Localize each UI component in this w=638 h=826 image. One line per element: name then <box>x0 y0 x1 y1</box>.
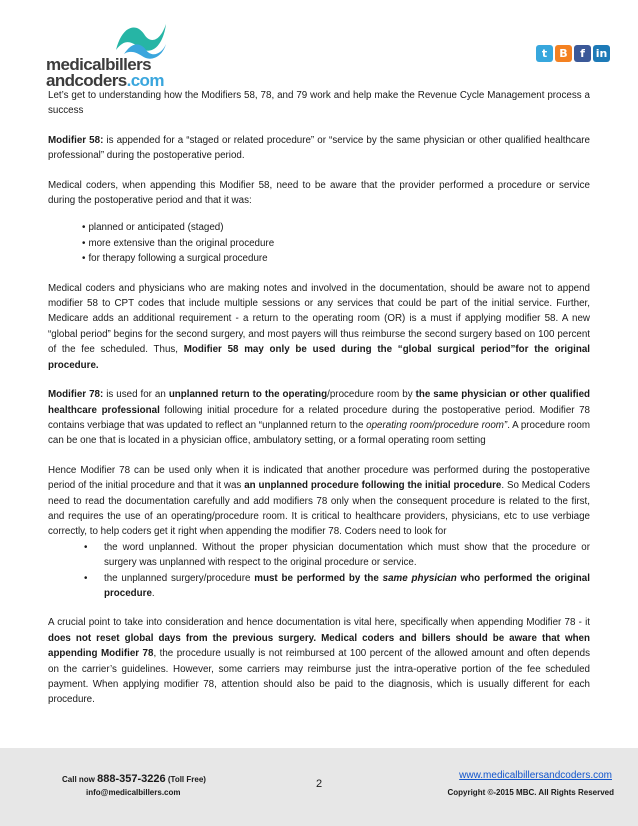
twitter-icon[interactable]: t <box>536 45 553 62</box>
intro-paragraph: Let’s get to understanding how the Modifiers 58, 78, and 79 work and help make the Revenue Cycle Management process a success <box>48 90 590 117</box>
logo-text-line2: andcoders.com <box>46 71 164 90</box>
modifier-78-bullets <box>48 540 590 602</box>
footer-phone: Call now 888-357-3226 (Toll Free) <box>62 773 206 785</box>
modifier-58-appending: Medical coders, when appending this Modifier 58, need to be aware that the provider performed a procedure or service during the postoperative period and that it was: <box>48 179 590 207</box>
footer-website-link[interactable]: www.medicalbillersandcoders.com <box>459 770 612 781</box>
list-item: • for therapy following a surgical procedure <box>82 251 590 266</box>
modifier-58-definition: Modifier 58: is appended for a “staged or related procedure” or “service by the same physician or other qualified healthcare professional” during the postoperative period. <box>48 134 590 162</box>
linkedin-icon[interactable]: in <box>593 45 610 62</box>
blogger-icon[interactable]: B <box>555 45 572 62</box>
modifier-58-bullets <box>48 220 590 266</box>
list-item: • the unplanned surgery/procedure must be performed by the same physician who performed the original procedure. <box>88 571 590 602</box>
modifier-78-definition: Modifier 78: is used for an unplanned return to the operating/procedure room by the same physician or other qualified healthcare professional following initial procedure for a related procedure during the postoperative period. Modifier 78 contains verbiage that was updated to reflect an “unplanned return to the operating room/procedure room”. A procedure room can be one that is located in a physician office, ambulatory setting, or a formal operating room setting <box>48 389 591 447</box>
modifier-78-usage: Hence Modifier 78 can be used only when it is indicated that another procedure was performed during the postoperative period of the initial procedure and that it was an unplanned procedure following the initial procedure. So Medical Coders need to read the documentation carefully and add modifiers 78 only when the consequent procedure is related to the first, and requires the use of an operating/procedure room. It is critical to healthcare providers, physicians, etc to use verbiage correctly, to help coders get it right when appending the modifier 78. Coders need to look for <box>48 464 590 538</box>
page-number: 2 <box>316 778 323 790</box>
list-item: • the word unplanned. Without the proper physician documentation which must show that the procedure or surgery was unplanned with respect to the original procedure or service. <box>88 540 590 571</box>
modifier-78-crucial-point: A crucial point to take into consideration and hence documentation is vital here, specifically when appending Modifier 78 - it does not reset global days from the previous surgery. Medical coders and billers should be aware that when appending Modifier 78, the procedure usually is not reimbursed at 100 percent of the allowed amount and often depends on the carrier’s guidelines. However, some carriers may reimburse just the intra-operative portion of the fee scheduled payment. When applying modifier 78, attention should also be paid to the diagnosis, which is usually different for each procedure. <box>48 617 590 706</box>
company-logo <box>46 20 206 90</box>
logo-text-line1: medicalbillers <box>46 55 151 74</box>
document-body <box>48 88 590 722</box>
list-item: • planned or anticipated (staged) <box>82 220 590 235</box>
footer-email[interactable]: info@medicalbillers.com <box>86 788 181 797</box>
modifier-58-rules: Medical coders and physicians who are making notes and involved in the documentation, should be aware not to append modifier 58 to CPT codes that include multiple sessions or any services that could be part of the initial service. Further, Medicare adds an additional requirement - a return to the operating room (OR) is a must if applying modifier 58. A new “global period” begins for the second surgery, and most payers will thus reimburse the second surgery based on 100 percent of the fee scheduled. Thus, Modifier 58 may only be used during the “global surgical period”for the original procedure. <box>48 282 590 371</box>
logo-swirl-icon <box>114 20 168 60</box>
social-icons <box>536 45 610 62</box>
list-item: • more extensive than the original procedure <box>82 236 590 251</box>
facebook-icon[interactable]: f <box>574 45 591 62</box>
footer-copyright: Copyright ©-2015 MBC. All Rights Reserved <box>447 788 614 797</box>
page-footer <box>0 748 638 826</box>
